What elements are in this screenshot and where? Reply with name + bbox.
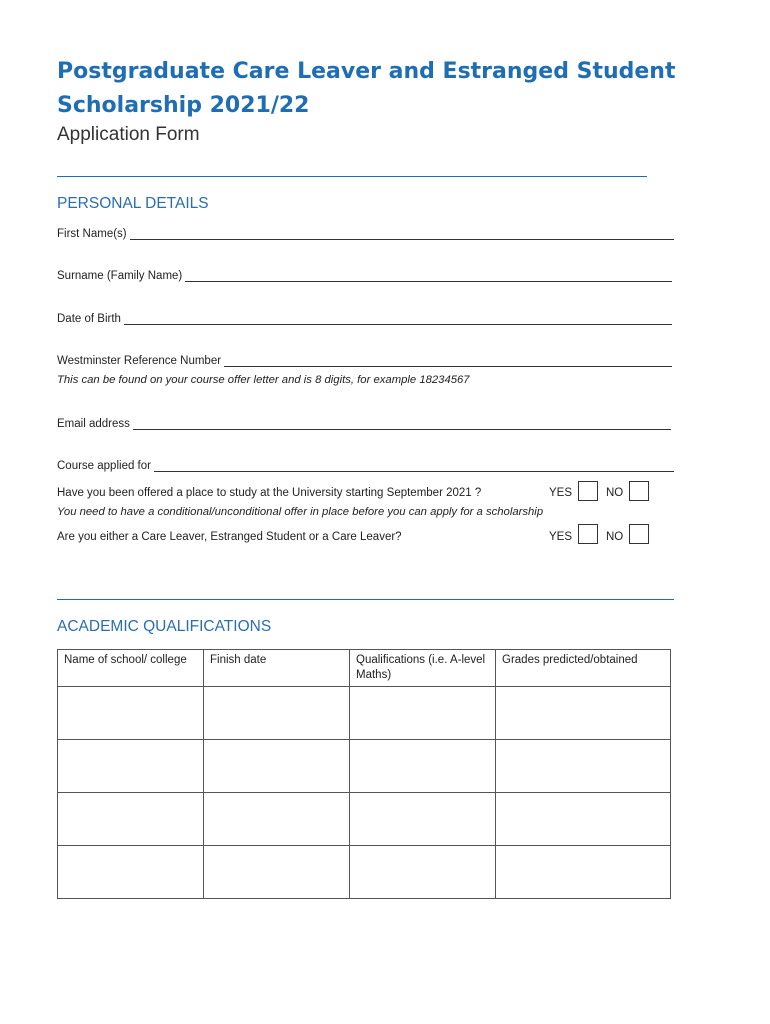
table-row [58, 687, 671, 740]
offer-no-checkbox[interactable] [629, 481, 649, 501]
dob-line[interactable] [124, 314, 672, 325]
course-line[interactable] [154, 461, 674, 472]
reference-number-field[interactable] [57, 355, 672, 367]
offer-question: Have you been offered a place to study at the University starting September 2021 ? [57, 487, 482, 499]
table-cell[interactable] [350, 846, 496, 899]
care-leaver-yes-label: YES [549, 531, 573, 543]
table-cell[interactable] [350, 687, 496, 740]
table-cell[interactable] [204, 687, 350, 740]
column-header-finish-date: Finish date [204, 650, 350, 687]
table-cell[interactable] [204, 740, 350, 793]
table-cell[interactable] [496, 740, 671, 793]
header-divider [57, 176, 647, 177]
care-leaver-yes-checkbox[interactable] [578, 524, 598, 544]
first-name-field[interactable] [57, 228, 674, 240]
table-cell[interactable] [58, 687, 204, 740]
table-cell[interactable] [496, 793, 671, 846]
dob-label: Date of Birth [57, 313, 121, 325]
offer-yes-label: YES [549, 487, 573, 499]
email-label: Email address [57, 418, 130, 430]
column-header-school: Name of school/ college [58, 650, 204, 687]
table-cell[interactable] [496, 687, 671, 740]
section-divider [57, 599, 674, 600]
column-header-qualifications: Qualifications (i.e. A-level Maths) [350, 650, 496, 687]
table-cell[interactable] [204, 846, 350, 899]
dob-field[interactable] [57, 313, 672, 325]
reference-number-line[interactable] [224, 356, 672, 367]
offer-hint: You need to have a conditional/unconditional offer in place before you can apply for a scholarship [57, 506, 544, 518]
surname-line[interactable] [185, 271, 672, 282]
course-label: Course applied for [57, 460, 151, 472]
care-leaver-no-label: NO [606, 531, 624, 543]
course-field[interactable] [57, 460, 674, 472]
email-line[interactable] [133, 419, 671, 430]
reference-number-label: Westminster Reference Number [57, 355, 222, 367]
table-cell[interactable] [58, 793, 204, 846]
table-row [58, 740, 671, 793]
table-row [58, 793, 671, 846]
qualifications-table [57, 649, 671, 899]
table-cell[interactable] [58, 740, 204, 793]
column-header-grades: Grades predicted/obtained [496, 650, 671, 687]
table-cell[interactable] [496, 846, 671, 899]
surname-field[interactable] [57, 270, 672, 282]
first-name-label: First Name(s) [57, 228, 127, 240]
table-cell[interactable] [350, 793, 496, 846]
document-title: Postgraduate Care Leaver and Estranged Student Scholarship 2021/22 [57, 59, 676, 118]
document-subtitle: Application Form [57, 124, 200, 145]
email-field[interactable] [57, 418, 671, 430]
table-cell[interactable] [204, 793, 350, 846]
reference-number-hint: This can be found on your course offer letter and is 8 digits, for example 18234567 [57, 374, 470, 386]
surname-label: Surname (Family Name) [57, 270, 183, 282]
first-name-line[interactable] [130, 229, 674, 240]
care-leaver-no-checkbox[interactable] [629, 524, 649, 544]
personal-details-heading: PERSONAL DETAILS [57, 195, 209, 212]
offer-no-label: NO [606, 487, 624, 499]
table-cell[interactable] [350, 740, 496, 793]
table-row [58, 846, 671, 899]
care-leaver-question: Are you either a Care Leaver, Estranged Student or a Care Leaver? [57, 531, 402, 543]
academic-qualifications-heading: ACADEMIC QUALIFICATIONS [57, 618, 272, 635]
table-header-row [58, 650, 671, 687]
offer-yes-checkbox[interactable] [578, 481, 598, 501]
table-cell[interactable] [58, 846, 204, 899]
